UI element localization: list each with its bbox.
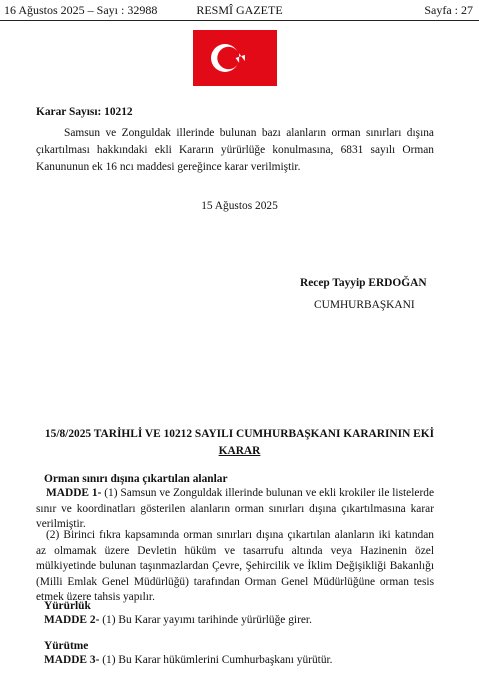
signer-name: Recep Tayyip ERDOĞAN [300,277,427,289]
article-1-paragraph-2: (2) Birinci fıkra kapsamında orman sınırları dışına çıkartılan alanların iki katından az olmamak üzere Devletin hüküm ve tasarrufu altında veya Hazinenin özel mülkiyetinde bulunan taşınmazlardan Çevre, Şehircilik ve İklim Değişikliği Bakanlığı (Milli Emlak Genel Müdürlüğü) tarafından Orman Genel Müdürlüğüne orman tesis etmek üzere tahsis yapılır. [36,529,434,603]
gazette-name: RESMÎ GAZETE [196,3,283,17]
article-1-label: MADDE 1- [46,487,102,499]
annex-title: 15/8/2025 TARİHLİ VE 10212 SAYILI CUMHURBAŞKANI KARARININ EKİ [44,428,435,440]
decree-date: 15 Ağustos 2025 [201,200,278,212]
issue-date-number: 16 Ağustos 2025 – Sayı : 32988 [4,3,158,17]
article-2-label: MADDE 2- [44,614,100,626]
article-3-label: MADDE 3- [44,654,100,666]
turkish-flag-icon [193,30,277,86]
section-heading-execution: Yürütme [44,640,89,652]
page-header [0,0,479,21]
annex-subtitle-text: KARAR [218,445,261,457]
annex-subtitle [0,443,479,460]
article-2 [44,612,312,629]
article-2-text: (1) Bu Karar yayımı tarihinde yürürlüğe girer. [99,614,312,626]
article-1-text: (1) Samsun ve Zonguldak illerinde bulunan ve ekli krokiler ile listelerde sınır ve koordinatları gösterilen alanların orman sınırları dışına çıkartılmasına karar verilmiştir. [36,487,435,530]
section-heading-excluded-areas: Orman sınırı dışına çıkartılan alanlar [44,473,228,485]
article-3 [44,652,333,669]
article-1-paragraph-1 [36,486,434,533]
page-number: Sayfa : 27 [424,3,473,17]
section-heading-effect: Yürürlük [44,600,91,612]
article-3-text: (1) Bu Karar hükümlerini Cumhurbaşkanı yürütür. [99,654,333,666]
signer-title: CUMHURBAŞKANI [314,299,415,311]
decree-intro: Samsun ve Zonguldak illerinde bulunan bazı alanların orman sınırları dışına çıkartılması hakkındaki ekli Kararın yürürlüğe konulmasına, 6831 sayılı Orman Kanununun ek 16 ncı maddesi gereğince karar verilmiştir. [36,127,434,173]
decree-number: Karar Sayısı: 10212 [36,106,133,118]
